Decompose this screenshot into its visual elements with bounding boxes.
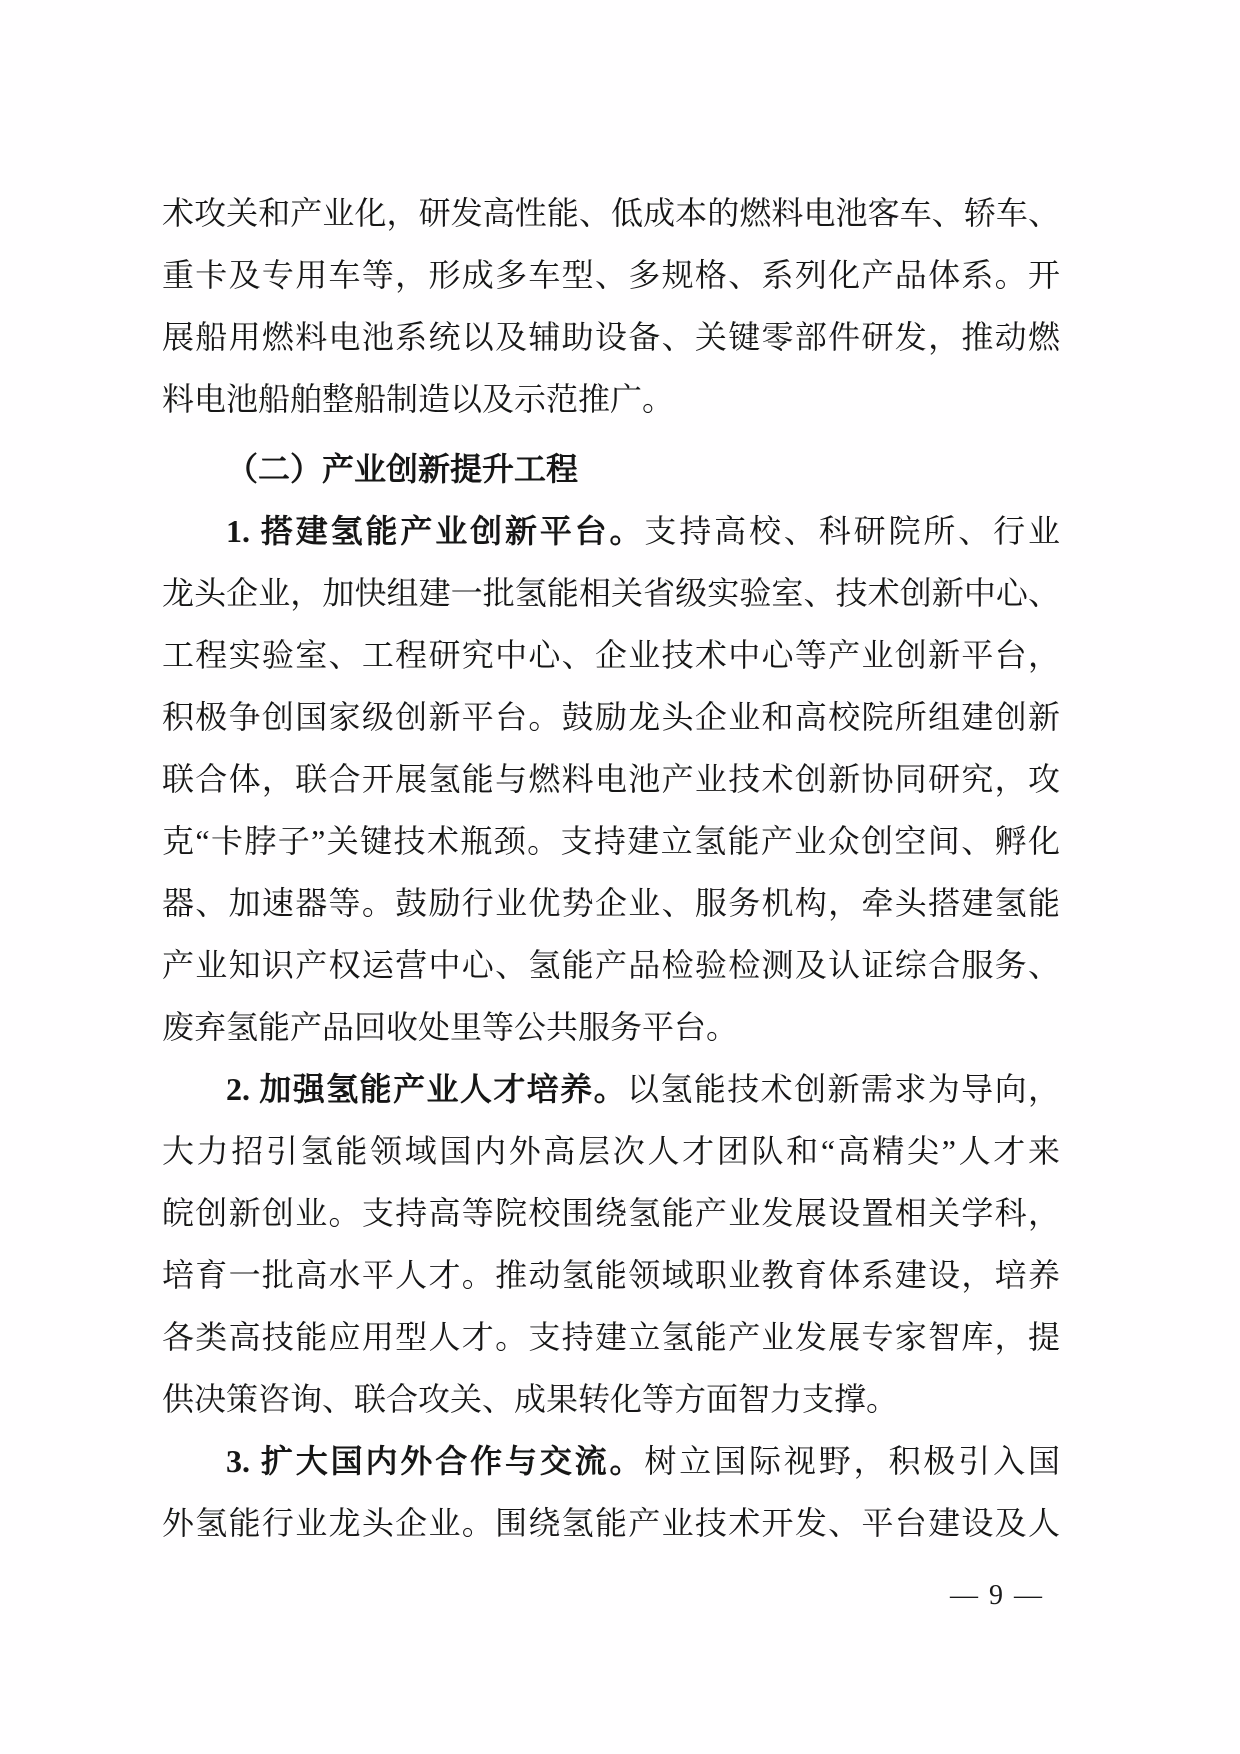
text-line bbox=[162, 500, 1060, 562]
line-text: 器、加速器等。鼓励行业优势企业、服务机构，牵头搭建氢能 bbox=[162, 885, 1060, 921]
text-line bbox=[162, 1430, 1060, 1492]
line-text: 外氢能行业龙头企业。围绕氢能产业技术开发、平台建设及人 bbox=[162, 1505, 1060, 1541]
text-line bbox=[162, 368, 1060, 430]
text-line bbox=[162, 748, 1060, 810]
text-line bbox=[162, 996, 1060, 1058]
text-line bbox=[162, 686, 1060, 748]
text-line bbox=[162, 1058, 1060, 1120]
line-text: 术攻关和产业化，研发高性能、低成本的燃料电池客车、轿车、 bbox=[162, 195, 1060, 231]
text-line bbox=[162, 624, 1060, 686]
section-heading bbox=[162, 438, 1060, 500]
line-text: 支持高校、科研院所、行业 bbox=[644, 513, 1060, 549]
numbered-item-lead: 2. 加强氢能产业人才培养。 bbox=[226, 1071, 627, 1107]
text-line bbox=[162, 1120, 1060, 1182]
line-text: 各类高技能应用型人才。支持建立氢能产业发展专家智库，提 bbox=[162, 1319, 1060, 1355]
text-line bbox=[162, 810, 1060, 872]
line-text: 工程实验室、工程研究中心、企业技术中心等产业创新平台， bbox=[162, 637, 1060, 673]
text-line bbox=[162, 562, 1060, 624]
numbered-item-lead: 3. 扩大国内外合作与交流。 bbox=[226, 1443, 645, 1479]
text-line bbox=[162, 934, 1060, 996]
text-line bbox=[162, 182, 1060, 244]
text-line bbox=[162, 1244, 1060, 1306]
text-line bbox=[162, 1306, 1060, 1368]
line-text: 供决策咨询、联合攻关、成果转化等方面智力支撑。 bbox=[162, 1381, 899, 1417]
line-text: 展船用燃料电池系统以及辅助设备、关键零部件研发，推动燃 bbox=[162, 319, 1060, 355]
line-text: 以氢能技术创新需求为导向， bbox=[627, 1071, 1060, 1107]
text-line bbox=[162, 244, 1060, 306]
line-text: 废弃氢能产品回收处里等公共服务平台。 bbox=[162, 1009, 739, 1045]
line-text: 树立国际视野，积极引入国 bbox=[644, 1443, 1060, 1479]
text-line bbox=[162, 1182, 1060, 1244]
text-line bbox=[162, 306, 1060, 368]
document-body bbox=[162, 182, 1060, 1554]
line-text: 龙头企业，加快组建一批氢能相关省级实验室、技术创新中心、 bbox=[162, 575, 1060, 611]
section-heading-text: （二）产业创新提升工程 bbox=[226, 451, 579, 487]
line-text: 培育一批高水平人才。推动氢能领域职业教育体系建设，培养 bbox=[162, 1257, 1060, 1293]
text-line bbox=[162, 872, 1060, 934]
line-text: 产业知识产权运营中心、氢能产品检验检测及认证综合服务、 bbox=[162, 947, 1060, 983]
numbered-item-lead: 1. 搭建氢能产业创新平台。 bbox=[226, 513, 645, 549]
line-text: 大力招引氢能领域国内外高层次人才团队和“高精尖”人才来 bbox=[162, 1133, 1060, 1169]
line-text: 皖创新创业。支持高等院校围绕氢能产业发展设置相关学科， bbox=[162, 1195, 1060, 1231]
line-text: 积极争创国家级创新平台。鼓励龙头企业和高校院所组建创新 bbox=[162, 699, 1060, 735]
text-line bbox=[162, 1368, 1060, 1430]
page-number: — 9 — bbox=[950, 1580, 1044, 1611]
line-text: 联合体，联合开展氢能与燃料电池产业技术创新协同研究，攻 bbox=[162, 761, 1060, 797]
line-text: 克“卡脖子”关键技术瓶颈。支持建立氢能产业众创空间、孵化 bbox=[162, 823, 1060, 859]
line-text: 料电池船舶整船制造以及示范推广。 bbox=[162, 381, 675, 417]
line-text: 重卡及专用车等，形成多车型、多规格、系列化产品体系。开 bbox=[162, 257, 1060, 293]
text-line bbox=[162, 1492, 1060, 1554]
